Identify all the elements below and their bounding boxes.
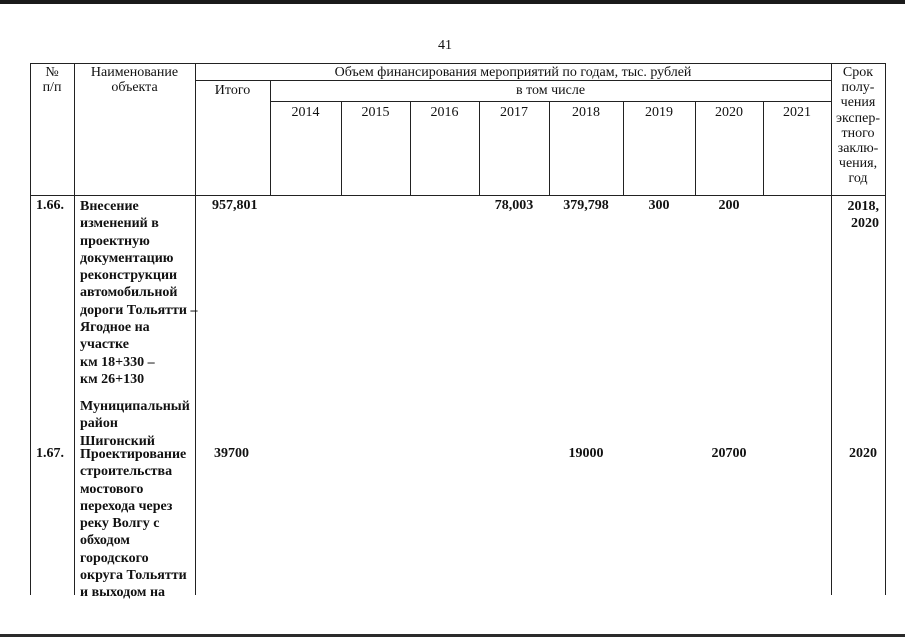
header-divider: [270, 101, 831, 102]
page-top-edge: [0, 0, 905, 4]
row-object-name: Внесение изменений в проектную документацию реконструкции автомобильной дороги Тольятти – Ягодное на участке км 18+330 – км 26+130: [80, 199, 198, 387]
row-total: 39700: [214, 446, 249, 461]
header-year: 2018: [572, 105, 600, 120]
row-value-2019: 300: [648, 198, 670, 213]
header-year: 2016: [430, 105, 459, 120]
header-term: Срок полу- чения экспер- тного заклю- чения, год: [835, 65, 881, 187]
header-year: 2020: [715, 105, 743, 120]
header-year: 2017: [500, 105, 528, 120]
row-value-2018: 379,798: [563, 198, 609, 213]
header-year: 2019: [645, 105, 673, 120]
row-value-2020: 20700: [711, 446, 747, 461]
row-value-2020: 200: [718, 198, 740, 213]
column-border: [885, 63, 886, 595]
header-total: Итого: [214, 83, 251, 98]
row-total: 957,801: [212, 198, 258, 213]
column-border: [30, 63, 31, 595]
header-year: 2015: [361, 105, 390, 120]
header-object-name: Наименование объекта: [90, 65, 179, 96]
header-financing: Объем финансирования мероприятий по годам, тыс. рублей: [334, 65, 692, 80]
column-border: [74, 63, 75, 595]
header-year: 2021: [783, 105, 811, 120]
header-including: в том числе: [515, 83, 586, 98]
header-number: № п/п: [42, 65, 62, 96]
row-term: 2018, 2020: [847, 199, 879, 232]
section-heading: Муниципальный район Шигонский: [80, 399, 190, 449]
header-year: 2014: [291, 105, 320, 120]
row-number: 1.67.: [36, 446, 64, 461]
row-value-2018: 19000: [568, 446, 604, 461]
row-value-2017: 78,003: [494, 198, 534, 213]
header-bottom-border: [30, 195, 886, 196]
page-number: 41: [438, 38, 452, 53]
table-border-top: [30, 63, 886, 64]
row-term: 2020: [849, 446, 877, 461]
page-bottom-edge: [0, 634, 905, 637]
row-number: 1.66.: [36, 198, 64, 213]
row-object-name: Проектирование строительства мостового перехода через реку Волгу с обходом городского округа Тольятти и выходом на: [80, 447, 187, 601]
